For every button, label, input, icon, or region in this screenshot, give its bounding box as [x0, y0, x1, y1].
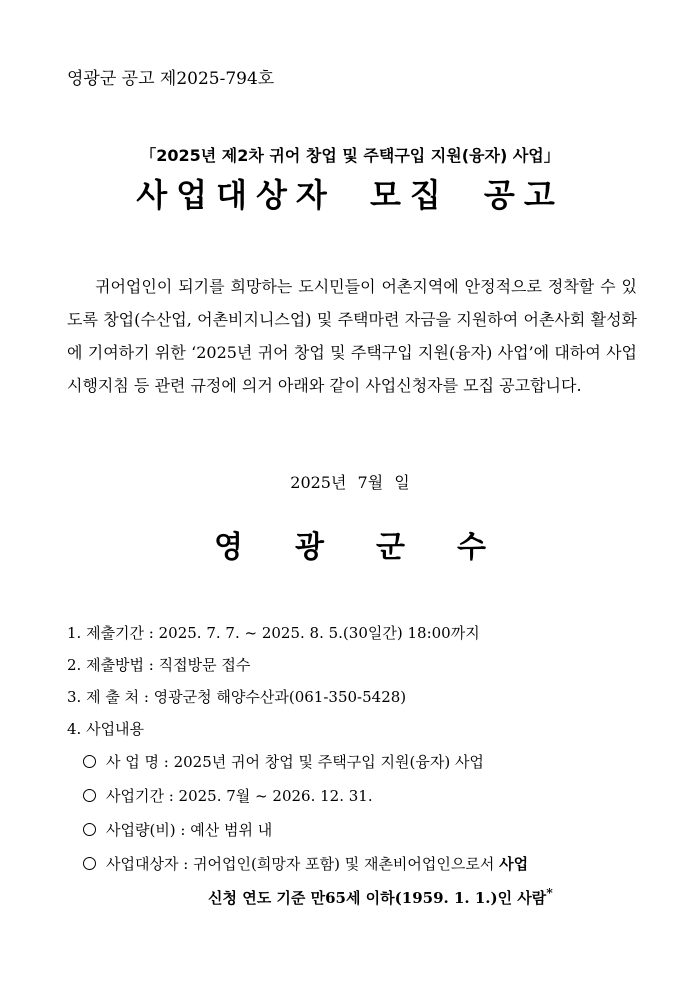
sub-item-project-period — [83, 785, 373, 806]
sub-item-bold-text: 사업 — [499, 855, 529, 873]
item-submission-period: 1. 제출기간 : 2025. 7. 7. ~ 2025. 8. 5.(30일간) 18:00까지 — [67, 624, 480, 642]
circle-bullet-icon — [83, 755, 96, 768]
notice-date: 2025년 7월 일 — [290, 473, 410, 492]
document-subtitle: 「2025년 제2차 귀어 창업 및 주택구입 지원(융자) 사업」 — [140, 146, 560, 165]
document-title: 사업대상자 모집 공고 — [136, 176, 564, 214]
target-condition-text: 신청 연도 기준 만65세 이하(1959. 1. 1.)인 사람 — [208, 889, 547, 907]
sub-item-text: 사업기간 : 2025. 7월 ~ 2026. 12. 31. — [106, 787, 373, 805]
item-project-content: 4. 사업내용 — [67, 720, 145, 738]
sub-item-text: 사업대상자 : 귀어업인(희망자 포함) 및 재촌비어업인으로서 — [106, 855, 500, 873]
sub-item-target-continuation — [208, 885, 553, 908]
circle-bullet-icon — [83, 823, 96, 836]
circle-bullet-icon — [83, 789, 96, 802]
intro-paragraph: 귀어업인이 되기를 희망하는 도시민들이 어촌지역에 안정적으로 정착할 수 있도록 창업(수산업, 어촌비지니스업) 및 주택마련 자금을 지원하여 어촌사회 활성화에 기여하기 위한 ‘2025년 귀어 창업 및 주택구입 지원(융자) 사업’에 대하여 사업시행지침 등 관련 규정에 의거 아래와 같이 사업신청자를 모집 공고합니다. — [67, 277, 637, 395]
sub-item-text: 사 업 명 : 2025년 귀어 창업 및 주택구입 지원(융자) 사업 — [106, 753, 484, 771]
notice-number: 영광군 공고 제2025-794호 — [67, 69, 275, 89]
circle-bullet-icon — [83, 857, 96, 870]
footnote-mark: * — [546, 885, 553, 900]
sub-item-project-name — [83, 751, 484, 772]
signer-title: 영광군수 — [214, 530, 538, 565]
sub-item-text: 사업량(비) : 예산 범위 내 — [106, 821, 273, 839]
item-submission-place: 3. 제 출 처 : 영광군청 해양수산과(061-350-5428) — [67, 688, 407, 706]
sub-item-target — [83, 853, 528, 874]
sub-item-budget — [83, 819, 272, 840]
item-submission-method: 2. 제출방법 : 직접방문 접수 — [67, 656, 251, 674]
